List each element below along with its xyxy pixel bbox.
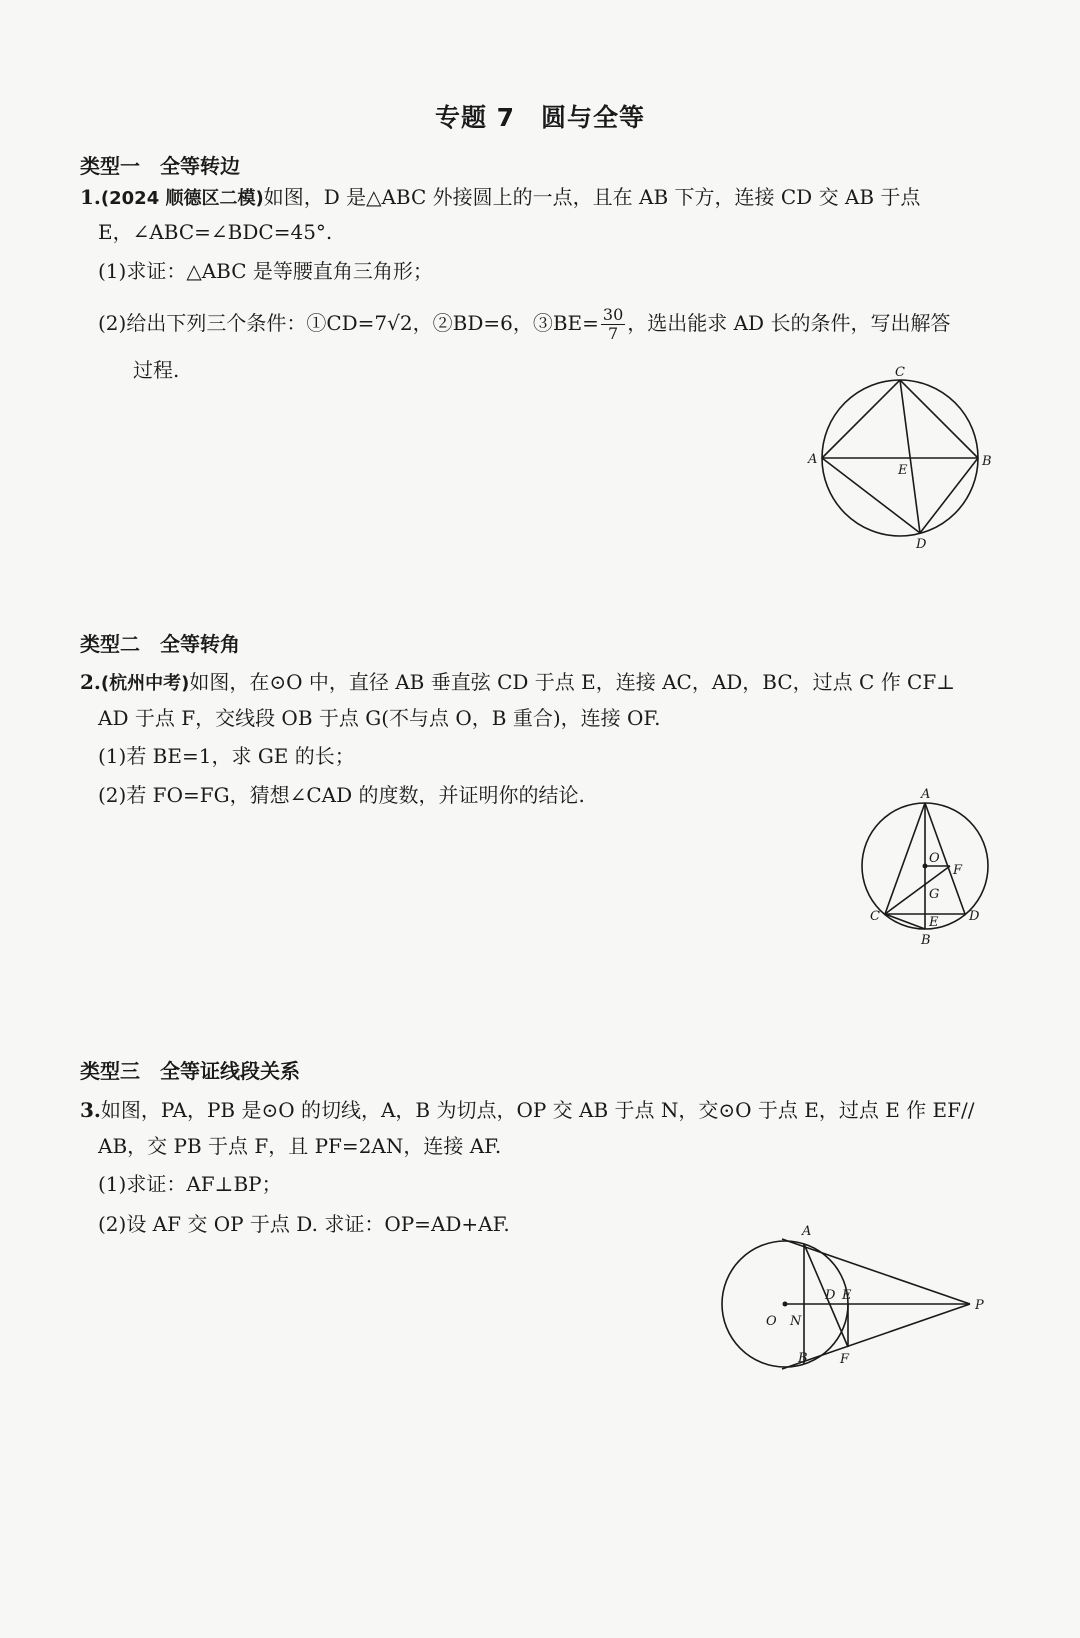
problem-1-part1: (1)求证：△ABC 是等腰直角三角形； [98,259,433,283]
problem-3-part2: (2)设 AF 交 OP 于点 D. 求证：OP=AD+AF. [98,1212,510,1236]
problem-2-part2: (2)若 FO=FG，猜想∠CAD 的度数，并证明你的结论. [98,783,585,807]
problem-1-line2: E，∠ABC=∠BDC=45°. [98,220,333,244]
problem-1-part2-post: ，选出能求 AD 长的条件，写出解答 [627,311,951,335]
figure-1 [810,365,990,550]
fig2-label-C: C [870,909,880,924]
problem-2-number: 2. [80,670,101,694]
problem-2-line2: AD 于点 F，交线段 OB 于点 G(不与点 O，B 重合)，连接 OF. [98,706,661,730]
problem-3-text1: 如图，PA，PB 是⊙O 的切线，A，B 为切点，OP 交 AB 于点 N，交⊙O 于点 E，过点 E 作 EF// [100,1098,975,1122]
fig2-label-B: B [921,933,931,948]
section-heading-3: 类型三 全等证线段关系 [80,1059,300,1083]
fig1-label-A: A [808,452,818,467]
problem-2-part1: (1)若 BE=1，求 GE 的长； [98,744,355,768]
problem-2-text1: 如图，在⊙O 中，直径 AB 垂直弦 CD 于点 E，连接 AC，AD，BC，过点 C 作 CF⊥ [189,670,956,694]
problem-1-line1 [80,183,920,213]
figure-2 [850,770,1000,950]
problem-1-part2-pre: (2)给出下列三个条件：①CD=7√2，②BD=6，③BE= [98,311,599,335]
fig1-segment-CB [900,380,978,458]
section-heading-2: 类型二 全等转角 [80,632,240,656]
fig2-label-O: O [929,851,940,866]
fig3-label-F: F [840,1352,850,1367]
section-heading-1: 类型一 全等转边 [80,154,240,178]
problem-1-number: 1. [80,185,101,209]
problem-3-number: 3. [80,1098,101,1122]
problem-1-part2 [98,306,950,343]
fig3-label-E: E [842,1288,852,1303]
fig2-segment-CF [885,866,950,914]
fig1-segment-CD [900,380,920,533]
fig1-label-B: B [982,454,992,469]
fig3-tangent-PB [782,1304,970,1369]
fraction-denominator: 7 [607,324,619,343]
problem-3-line1 [80,1096,975,1124]
problem-3-part1: (1)求证：AF⊥BP； [98,1172,282,1196]
fig3-label-N: N [790,1314,802,1329]
fig2-label-G: G [929,887,940,902]
fig3-label-B: B [798,1351,808,1366]
fig1-label-E: E [898,463,908,478]
fig2-label-E: E [929,915,939,930]
fig3-label-D: D [825,1288,836,1303]
problem-3-line2: AB，交 PB 于点 F，且 PF=2AN，连接 AF. [98,1134,502,1158]
problem-1-source: (2024 顺德区二模) [100,188,264,209]
page-title: 专题 7 圆与全等 [434,103,646,132]
problem-2-line1 [80,668,955,698]
problem-1-text1: 如图，D 是△ABC 外接圆上的一点，且在 AB 下方，连接 CD 交 AB 于点 [263,185,921,209]
fig2-segment-AC [885,803,925,914]
fig1-label-D: D [916,537,927,552]
fig2-label-F: F [953,863,963,878]
fig3-label-A: A [802,1224,812,1239]
fraction-numerator: 30 [602,305,624,324]
fraction-30-7 [601,306,625,343]
fig3-tangent-PA [782,1239,970,1304]
fig3-center-dot [783,1302,788,1307]
fig1-segment-CA [822,380,900,458]
problem-1-part2-cont: 过程. [133,358,180,382]
problem-2-source: (杭州中考) [100,673,190,694]
fig3-label-O: O [766,1314,777,1329]
fig2-label-D: D [969,909,980,924]
fig2-label-A: A [921,787,931,802]
fig2-segment-BC [885,914,925,929]
fig1-label-C: C [895,365,905,380]
fig2-center-dot [923,864,928,869]
figure-3 [720,1215,1000,1365]
fig3-label-P: P [975,1298,984,1313]
